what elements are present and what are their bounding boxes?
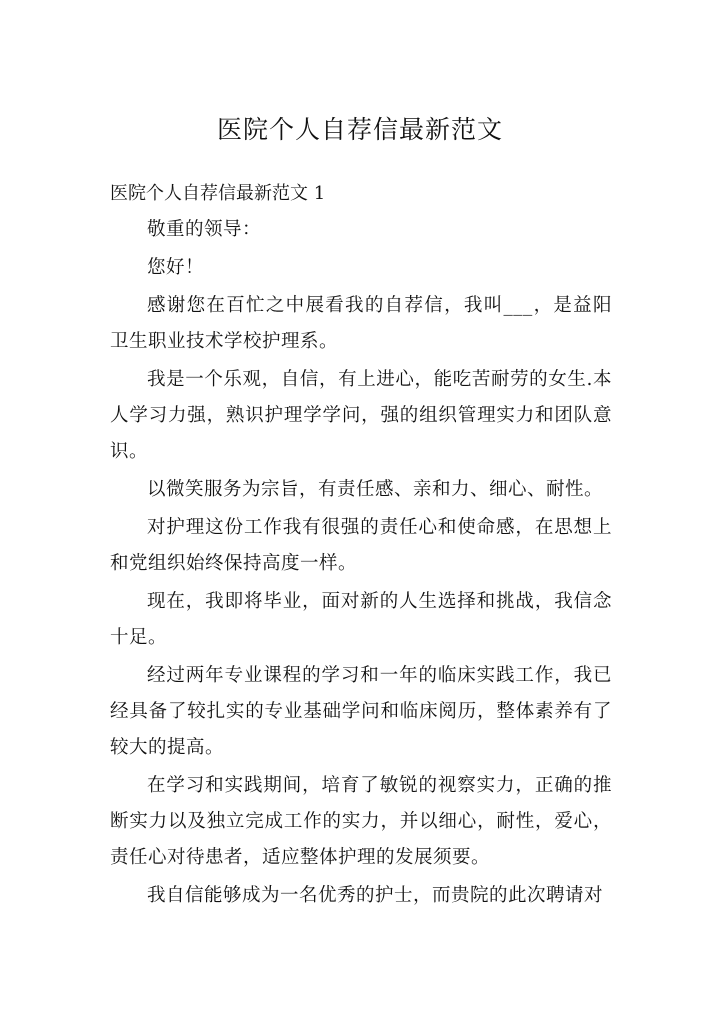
- paragraph: 经过两年专业课程的学习和一年的临床实践工作，我已经具备了较扎实的专业基础学问和临床阅历，整体素养有了较大的提高。: [110, 665, 612, 758]
- greeting: 您好！: [147, 257, 205, 278]
- paragraph: 以微笑服务为宗旨，有责任感、亲和力、细心、耐性。: [147, 479, 604, 500]
- letter-body: [110, 212, 612, 916]
- paragraph: 我自信能够成为一名优秀的护士，而贵院的此次聘请对: [147, 885, 604, 906]
- paragraph: 感谢您在百忙之中展看我的自荐信，我叫___，是益阳卫生职业技术学校护理系。: [110, 295, 612, 352]
- section-title: 医院个人自荐信最新范文 1: [110, 183, 326, 204]
- paragraph: 现在，我即将毕业，面对新的人生选择和挑战，我信念十足。: [110, 591, 612, 648]
- salutation: 敬重的领导：: [147, 219, 262, 240]
- document-title: 医院个人自荐信最新范文: [216, 115, 503, 144]
- paragraph: 对护理这份工作我有很强的责任心和使命感，在思想上和党组织始终保持高度一样。: [110, 517, 612, 574]
- paragraph: 我是一个乐观，自信，有上进心，能吃苦耐劳的女生.本人学习力强，熟识护理学学问，强的组织管理实力和团队意识。: [110, 369, 612, 462]
- paragraph: 在学习和实践期间，培育了敏锐的视察实力，正确的推断实力以及独立完成工作的实力，并以细心，耐性，爱心，责任心对待患者，适应整体护理的发展须要。: [110, 775, 612, 868]
